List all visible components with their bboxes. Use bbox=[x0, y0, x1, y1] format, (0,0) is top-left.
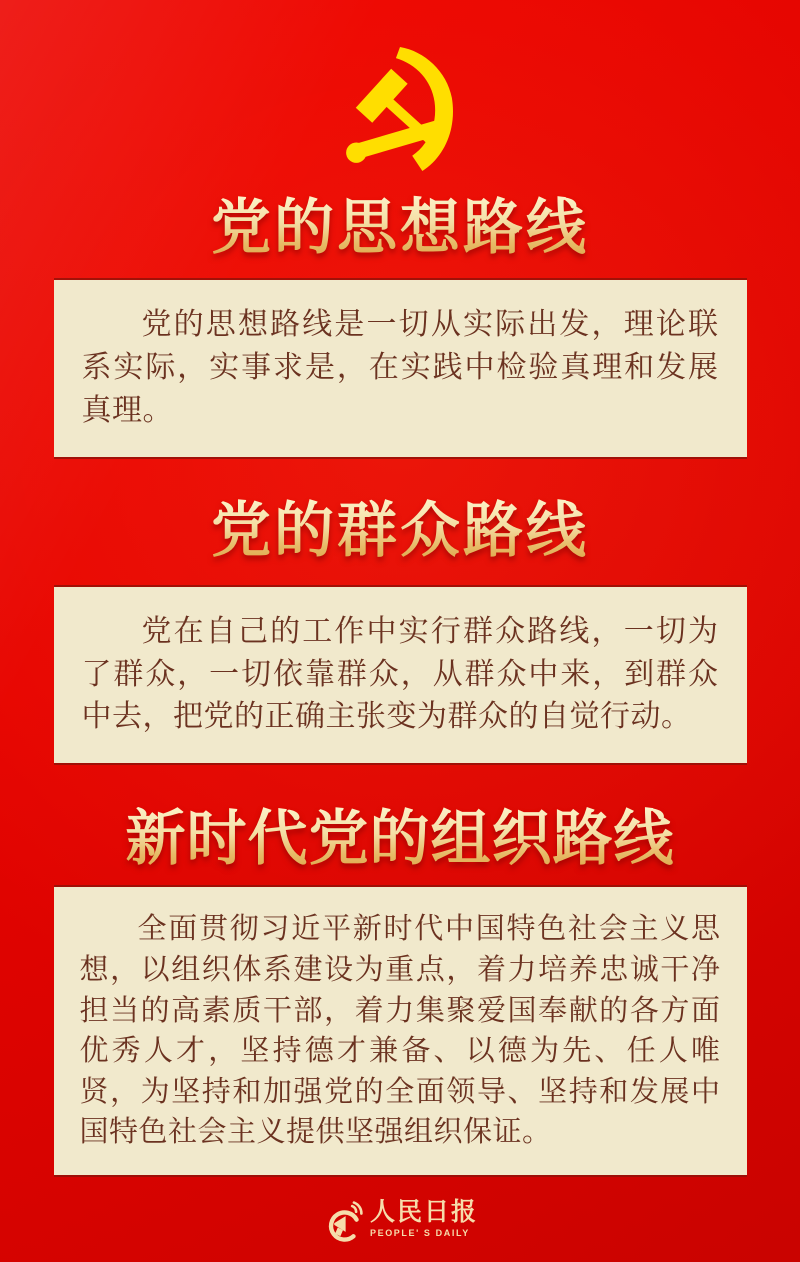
at-megaphone-icon bbox=[322, 1201, 364, 1247]
brand-name: 人民日报 bbox=[369, 1197, 478, 1226]
brand-name-en: PEOPLE' S DAILY bbox=[369, 1227, 470, 1238]
hammer-and-sickle-icon bbox=[339, 44, 461, 176]
section-title-mass-line: 党的群众路线 bbox=[0, 497, 800, 565]
peoples-daily-logo bbox=[320, 1199, 480, 1247]
section-card-mass-line bbox=[54, 587, 747, 764]
section-body-text: 党在自己的工作中实行群众路线，一切为了群众，一切依靠群众，从群众中来，到群众中去，把党的正确主张变为群众的自觉行动。 bbox=[81, 614, 719, 734]
section-body-text: 党的思想路线是一切从实际出发，理论联系实际，实事求是，在实践中检验真理和发展真理。 bbox=[81, 308, 719, 427]
section-card-organizational-line bbox=[54, 887, 747, 1175]
section-card-ideological-line bbox=[54, 280, 747, 457]
party-emblem bbox=[338, 44, 462, 176]
section-title-organizational-line: 新时代党的组织路线 bbox=[0, 805, 800, 873]
section-title-ideological-line: 党的思想路线 bbox=[0, 194, 800, 262]
section-body-text: 全面贯彻习近平新时代中国特色社会主义思想，以组织体系建设为重点，着力培养忠诚干净担当的高素质干部，着力集聚爱国奉献的各方面优秀人才，坚持德才兼备、以德为先、任人唯贤，为坚持和加强党的全面领导、坚持和发展中国特色社会主义提供坚强组织保证。 bbox=[79, 913, 721, 1149]
